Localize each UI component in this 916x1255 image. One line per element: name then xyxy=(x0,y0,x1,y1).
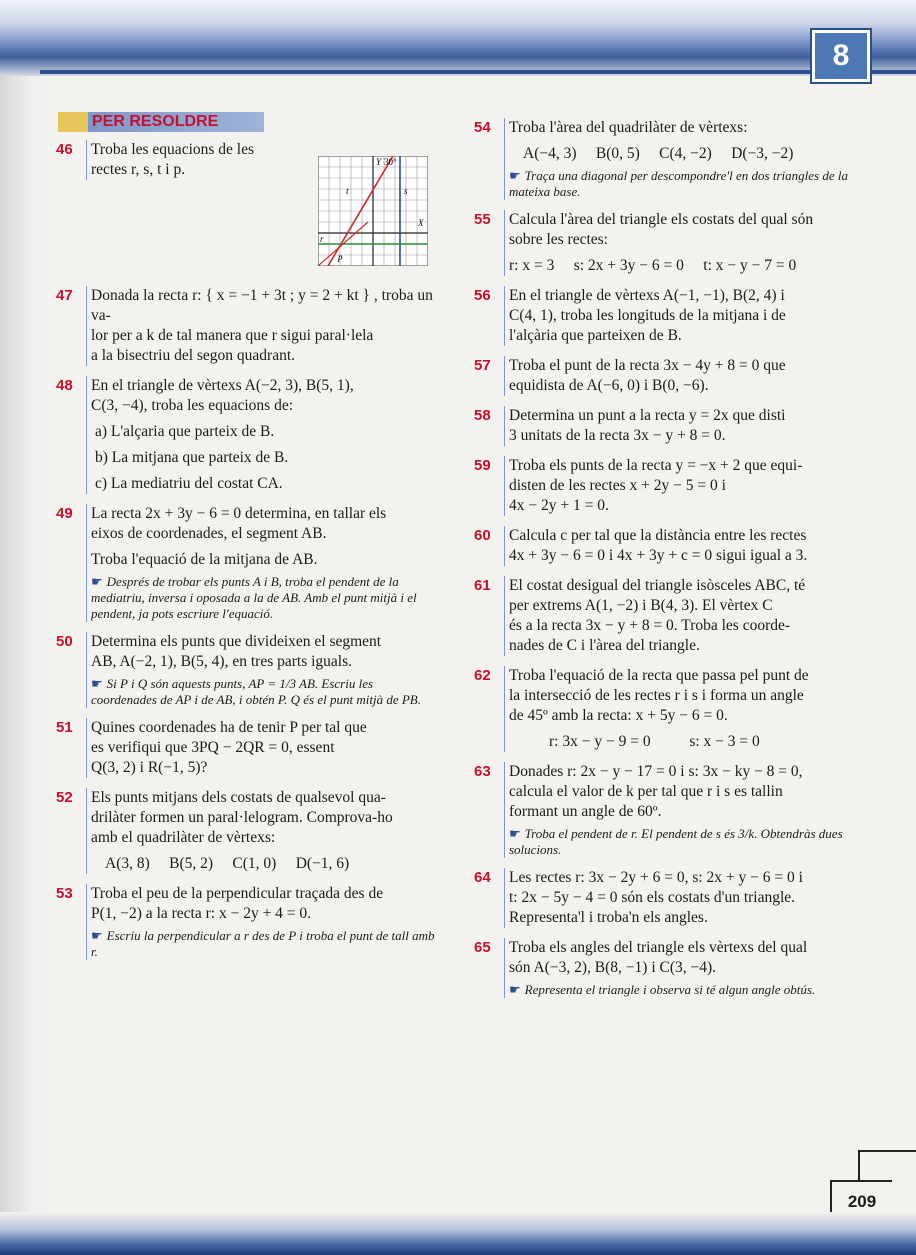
graph-label-x: X xyxy=(418,218,424,228)
problem-61: 61 El costat desigual del triangle isòsceles ABC, té per extrems A(1, −2) i B(4, 3). El vèrtex C és a la recta 3x − y + 8 = 0. Troba les coorde- nades de C i l'àrea del triangle. xyxy=(474,576,860,656)
problem-57: 57 Troba el punt de la recta 3x − 4y + 8 = 0 que equidista de A(−6, 0) i B(0, −6). xyxy=(474,356,860,396)
problem-53: 53 Troba el peu de la perpendicular traçada des de P(1, −2) a la recta r: x − 2y + 4 = 0. ☛ Escriu la perpendicular a r des de P i troba el punt de tall amb r. xyxy=(56,885,435,959)
page-number: 209 xyxy=(830,1180,892,1222)
problem-52: 52 Els punts mitjans dels costats de qualsevol qua- drilàter formen un paral·lelogram. Comprova-ho amb el quadrilàter de vèrtexs: A(3, 8) B(5, 2) C(1, 0) D(−1, 6) xyxy=(56,788,436,874)
page-gutter-shadow xyxy=(0,60,52,1255)
hand-pointer-icon: ☛ xyxy=(91,574,103,589)
hand-pointer-icon: ☛ xyxy=(509,168,521,183)
graph-label-s: s xyxy=(404,186,408,196)
problem-47: 47 Donada la recta r: { x = −1 + 3t ; y = 2 + kt } , troba un va- lor per a k de tal manera que r sigui paral·lela a la bisectriu del segon quadrant. xyxy=(56,286,436,366)
problem-62: 62 Troba l'equació de la recta que passa pel punt de la intersecció de les rectes r i s i forma un angle de 45º amb la recta: x + 5y − 6 = 0. r: 3x − y − 9 = 0 s: x − 3 = 0 xyxy=(474,666,860,752)
problem-48: 48 En el triangle de vèrtexs A(−2, 3), B(5, 1), C(3, −4), troba les equacions de: a) L'alçaria que parteix de B. b) La mitjana que parteix de B. c) La mediatriu del costat CA. xyxy=(56,376,436,494)
section-title: PER RESOLDRE xyxy=(88,112,264,132)
problem-50: 50 Determina els punts que divideixen el segment AB, A(−2, 1), B(5, 4), en tres parts iguals. ☛ Si P i Q són aquests punts, AP = 1/3 AB. Escriu les coordenades de AP i de AB, i obtén P. Q és el punt mitjà de PB. xyxy=(56,632,436,708)
hand-pointer-icon: ☛ xyxy=(509,826,521,841)
problem-65: 65 Troba els angles del triangle els vèrtexs del qual són A(−3, 2), B(8, −1) i C(3, −4). ☛ Representa el triangle i observa si té algun angle obtús. xyxy=(474,938,860,998)
chapter-number-badge: 8 xyxy=(812,30,870,82)
graph-label-y: Y xyxy=(376,157,382,167)
problem-number: 46 xyxy=(56,141,73,158)
graph-label-angle: 30° xyxy=(384,157,397,167)
problem-56: 56 En el triangle de vèrtexs A(−1, −1), B(2, 4) i C(4, 1), troba les longituds de la mitjana i de l'alçària que parteixen de B. xyxy=(474,286,860,346)
graph-label-p: p xyxy=(338,252,343,262)
hand-pointer-icon: ☛ xyxy=(91,928,103,943)
corner-step-decoration xyxy=(858,1150,916,1184)
bottom-band xyxy=(0,1212,916,1255)
hand-pointer-icon: ☛ xyxy=(91,676,103,691)
problem-59: 59 Troba els punts de la recta y = −x + 2 que equi- disten de les rectes x + 2y − 5 = 0 i 4x − 2y + 1 = 0. xyxy=(474,456,860,516)
problem-55: 55 Calcula l'àrea del triangle els costats del qual són sobre les rectes: r: x = 3 s: 2x + 3y − 6 = 0 t: x − y − 7 = 0 xyxy=(474,210,860,276)
problem-46: 46 Troba les equacions de les rectes r, s, t i p. xyxy=(56,140,316,180)
right-column xyxy=(474,118,860,1008)
problem-49: 49 La recta 2x + 3y − 6 = 0 determina, en tallar els eixos de coordenades, el segment AB. Troba l'equació de la mitjana de AB. ☛ Després de trobar els punts A i B, troba el pendent de la mediatriu, inversa i oposada a la de AB. Amb el punt mitjà i el pendent, ja pots escriure l'equació. xyxy=(56,504,436,622)
hand-pointer-icon: ☛ xyxy=(509,982,521,997)
problem-58: 58 Determina un punt a la recta y = 2x que disti 3 unitats de la recta 3x − y + 8 = 0. xyxy=(474,406,860,446)
graph-label-t: t xyxy=(346,186,349,196)
problem-51: 51 Quines coordenades ha de tenir P per tal que es verifiqui que 3PQ − 2QR = 0, essent Q(3, 2) i R(−1, 5)? xyxy=(56,718,436,778)
top-band xyxy=(0,0,916,76)
left-column xyxy=(56,140,436,970)
problem-54: 54 Troba l'àrea del quadrilàter de vèrtexs: A(−4, 3) B(0, 5) C(4, −2) D(−3, −2) ☛ Traça una diagonal per descompondre'l en dos triangles de la mateixa base. xyxy=(474,118,860,200)
problem-60: 60 Calcula c per tal que la distància entre les rectes 4x + 3y − 6 = 0 i 4x + 3y + c = 0 sigui igual a 3. xyxy=(474,526,860,566)
problem-63: 63 Donades r: 2x − y − 17 = 0 i s: 3x − ky − 8 = 0, calcula el valor de k per tal que r i s es tallin formant un angle de 60º. ☛ Troba el pendent de r. El pendent de s és 3/k. Obtendràs dues solucions. xyxy=(474,762,860,858)
problem-64: 64 Les rectes r: 3x − 2y + 6 = 0, s: 2x + y − 6 = 0 i t: 2x − 5y − 4 = 0 són els costats d'un triangle. Representa'l i troba'n els angles. xyxy=(474,868,860,928)
graph-label-r: r xyxy=(320,234,324,244)
